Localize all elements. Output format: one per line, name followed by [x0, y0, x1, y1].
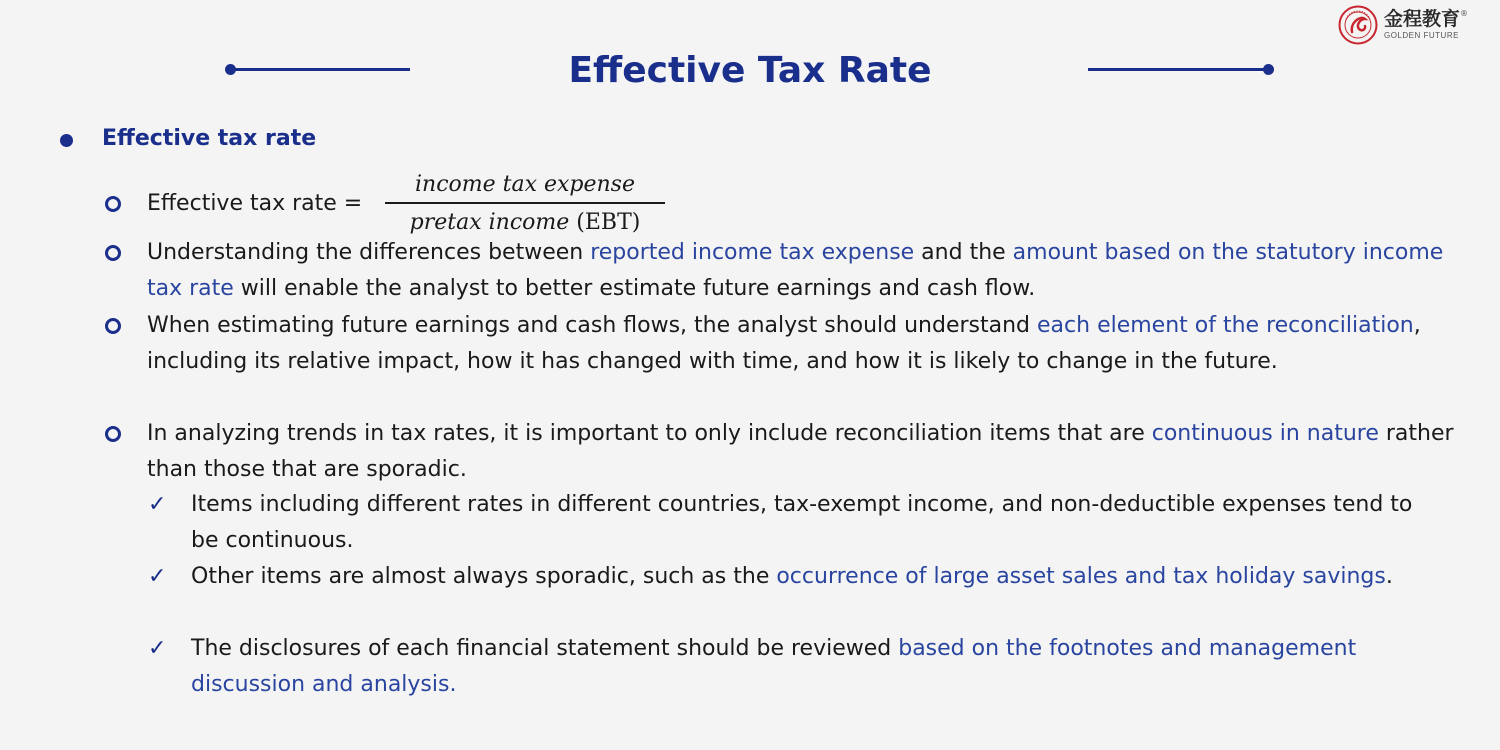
check-paragraph [191, 487, 1421, 559]
bullet-text: Understanding the differences between [147, 240, 591, 265]
fraction-numerator: income tax expense [414, 172, 635, 197]
bullet-text: and the [914, 240, 1013, 265]
bullet-text: When estimating future earnings and cash flows, the analyst should understand [147, 313, 1038, 338]
section-heading: Effective tax rate [102, 126, 317, 151]
checkmark-icon: ✓ [148, 492, 167, 517]
logo-english-name: GOLDEN FUTURE [1384, 31, 1459, 40]
registered-mark: ® [1460, 9, 1469, 18]
checkmark-icon: ✓ [148, 636, 167, 661]
tax-rate-fraction [385, 170, 665, 238]
check-text: Other items are almost always sporadic, such as the [191, 564, 777, 589]
check-text: . [1385, 564, 1393, 589]
formula-label: Effective tax rate = [147, 191, 363, 216]
section-bullet-icon [60, 134, 73, 147]
checkmark-icon: ✓ [148, 564, 167, 589]
brand-logo [1338, 5, 1468, 45]
bullet-paragraph [147, 308, 1467, 380]
logo-chinese-name: 金程教育 [1384, 8, 1461, 30]
fraction-bar [385, 202, 665, 204]
highlighted-text: continuous in nature [1151, 421, 1379, 446]
bullet-text: rather than those that are sporadic. [147, 421, 1454, 482]
denominator-ebt: (EBT) [576, 210, 641, 235]
ring-bullet-icon [105, 318, 121, 334]
logo-text [1384, 10, 1468, 40]
highlighted-text: reported income tax expense [590, 240, 915, 265]
ring-bullet-icon [105, 196, 121, 212]
bullet-text: , including its relative impact, how it has changed with time, and how it is likely to change in the future. [147, 313, 1421, 374]
highlighted-text: amount based on the statutory income tax rate [147, 240, 1444, 301]
slide-title: Effective Tax Rate [568, 50, 932, 91]
highlighted-text: each element of the reconciliation [1037, 313, 1414, 338]
denominator-main: pretax income [409, 210, 577, 235]
ring-bullet-icon [105, 245, 121, 261]
fraction-denominator [385, 208, 665, 238]
check-text: The disclosures of each financial statement should be reviewed [191, 636, 899, 661]
highlighted-text: based on the footnotes and management discussion and analysis. [191, 636, 1357, 697]
check-paragraph [191, 559, 1421, 595]
bullet-paragraph [147, 235, 1467, 307]
bullet-text: will enable the analyst to better estimate future earnings and cash flow. [233, 276, 1036, 301]
bullet-paragraph [147, 416, 1467, 488]
bullet-text: In analyzing trends in tax rates, it is important to only include reconciliation items that are [147, 421, 1152, 446]
ring-bullet-icon [105, 426, 121, 442]
check-paragraph [191, 631, 1421, 703]
golden-future-seal-icon [1338, 5, 1378, 45]
highlighted-text: occurrence of large asset sales and tax holiday savings [776, 564, 1386, 589]
check-text: Items including different rates in different countries, tax-exempt income, and non-deductible expenses tend to be continuous. [191, 492, 1413, 553]
